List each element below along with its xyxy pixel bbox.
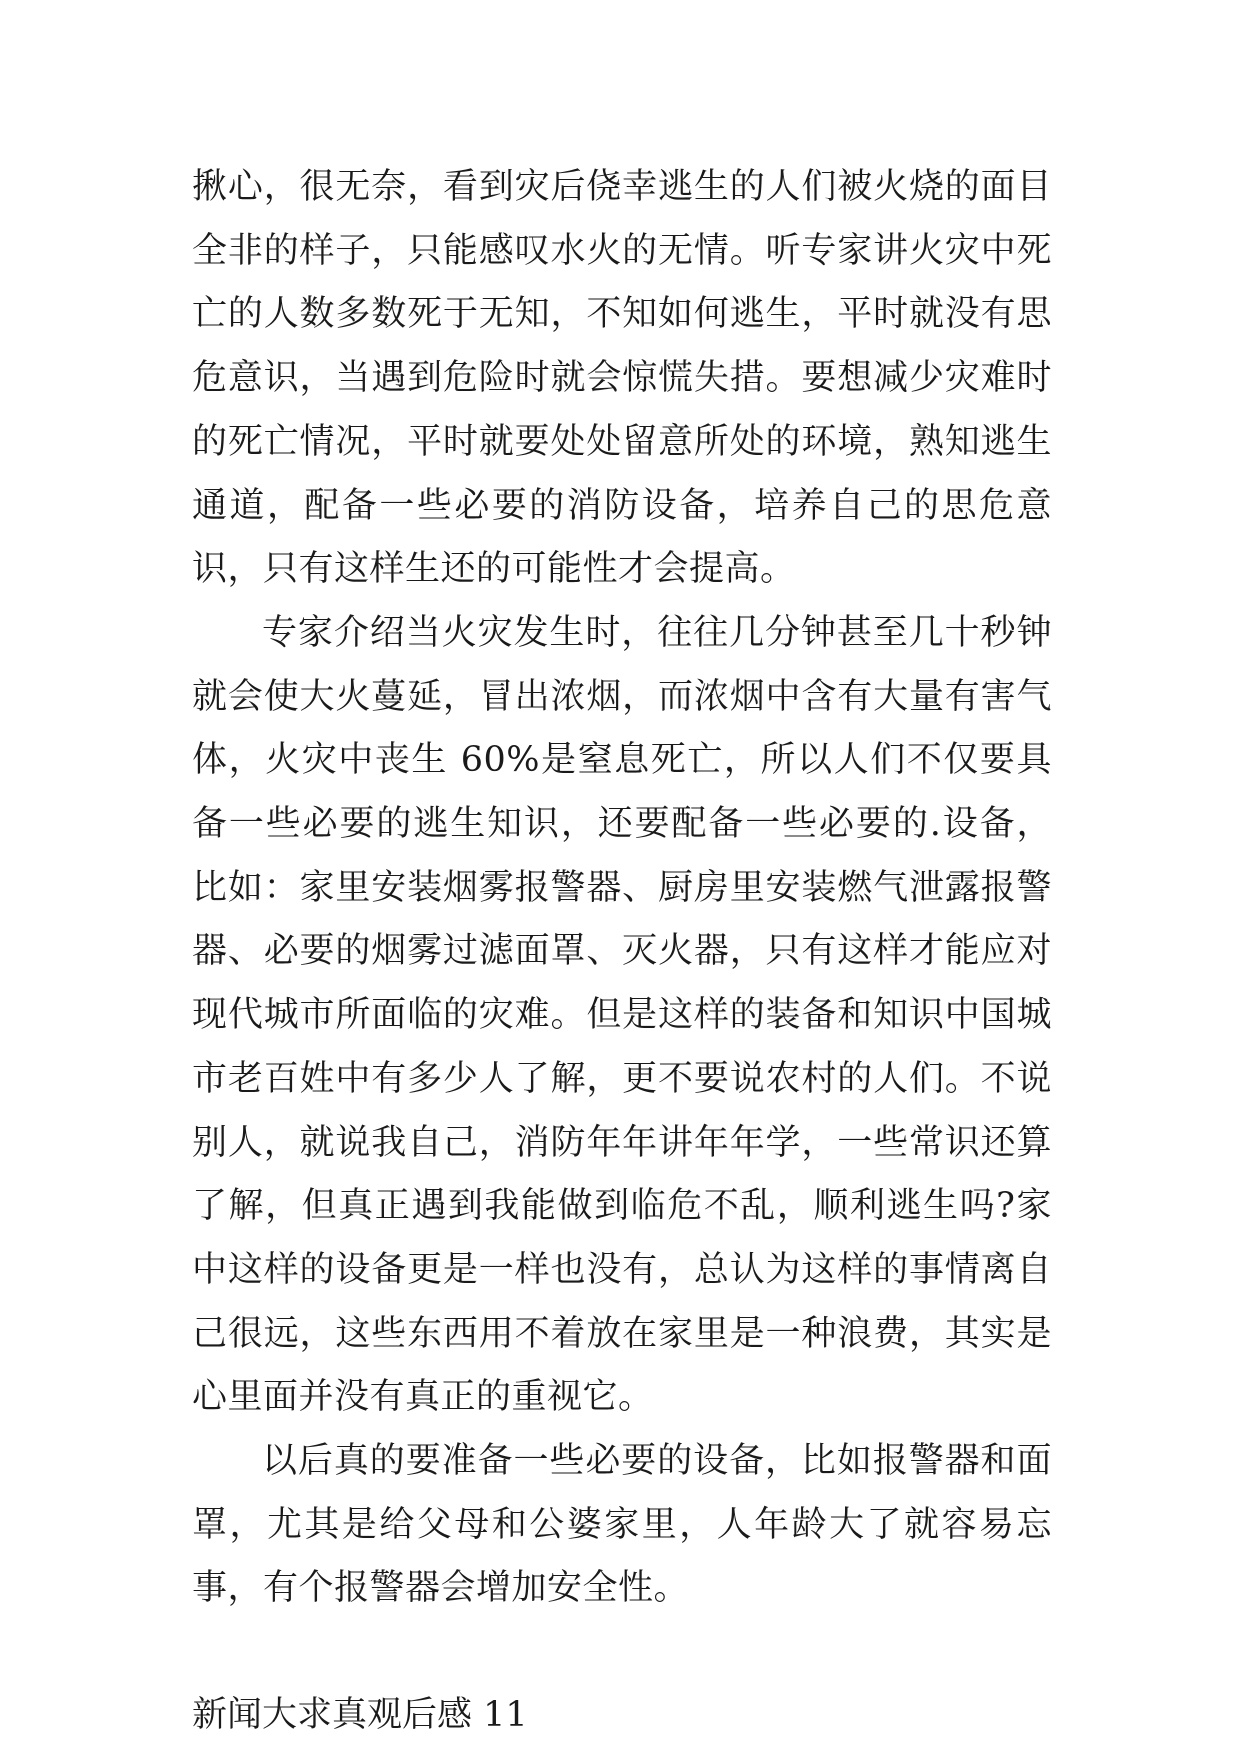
paragraph-expert-intro: 专家介绍当火灾发生时，往往几分钟甚至几十秒钟就会使大火蔓延，冒出浓烟，而浓烟中含有大量有害气体，火灾中丧生 60%是窒息死亡，所以人们不仅要具备一些必要的逃生知识，还要配备一些必要的.设备，比如：家里安装烟雾报警器、厨房里安装燃气泄露报警器、必要的烟雾过滤面罩、灭火器，只有这样才能应对现代城市所面临的灾难。但是这样的装备和知识中国城市老百姓中有多少人了解，更不要说农村的人们。不说别人，就说我自己，消防年年讲年年学，一些常识还算了解，但真正遇到我能做到临危不乱，顺利逃生吗?家中这样的设备更是一样也没有，总认为这样的事情离自己很远，这些东西用不着放在家里是一种浪费，其实是心里面并没有真正的重视它。 [192, 612, 1052, 1418]
section-title: 新闻大求真观后感 11 [192, 1695, 528, 1736]
paragraph-continued: 揪心，很无奈，看到灾后侥幸逃生的人们被火烧的面目全非的样子，只能感叹水火的无情。听专家讲火灾中死亡的人数多数死于无知，不知如何逃生，平时就没有思危意识，当遇到危险时就会惊慌失措。要想减少灾难时的死亡情况，平时就要处处留意所处的环境，熟知逃生通道，配备一些必要的消防设备，培养自己的思危意识，只有这样生还的可能性才会提高。 [192, 167, 1052, 590]
paragraph-conclusion: 以后真的要准备一些必要的设备，比如报警器和面罩，尤其是给父母和公婆家里，人年龄大了就容易忘事，有个报警器会增加安全性。 [192, 1441, 1052, 1609]
document-body [192, 156, 1052, 1748]
